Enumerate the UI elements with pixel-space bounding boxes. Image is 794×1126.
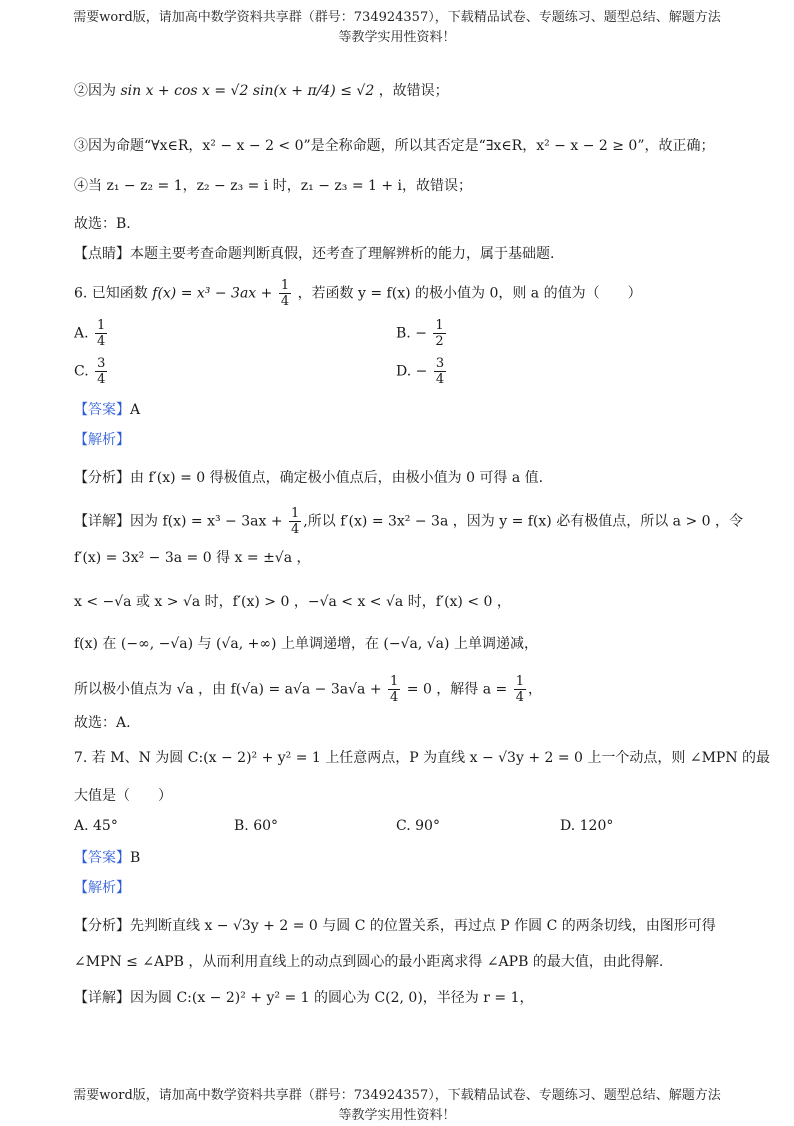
fenxi-text: 先判断直线 x − √3y + 2 = 0 与圆 C 的位置关系，再过点 P 作圆 C 的两条切线，由图形可得 bbox=[130, 918, 716, 934]
header-line-1: 需要word版，请加高中数学资料共享群（群号：734924357），下载精品试卷、专题练习、题型总结、解题方法 bbox=[73, 10, 721, 25]
fraction-denominator: 4 bbox=[390, 690, 399, 705]
detail-text-cont: ,所以 f′(x) = 3x² − 3a ，因为 y = f(x) 必有极值点，所以 a > 0 ，令 bbox=[303, 513, 743, 530]
q7-option-a bbox=[74, 816, 118, 836]
detail-text-cont: = 0 ，解得 a = bbox=[406, 681, 508, 698]
fraction-numerator: 3 bbox=[435, 356, 445, 371]
fraction-denominator: 4 bbox=[280, 294, 290, 309]
comment-tag: 【点睛】 bbox=[74, 246, 130, 262]
answer-value: B bbox=[130, 850, 141, 866]
q5-comment bbox=[74, 244, 554, 264]
detail-text: 因为圆 C:(x − 2)² + y² = 1 的圆心为 C(2, 0)，半径为 r = 1， bbox=[130, 990, 534, 1006]
option-label: D. bbox=[560, 818, 576, 834]
q6-detail-line-5 bbox=[74, 674, 542, 705]
fraction-numerator: 1 bbox=[435, 318, 444, 333]
q6-stem-fraction bbox=[279, 278, 291, 309]
q7-option-d bbox=[560, 816, 613, 836]
q5-item2-expr: sin x + cos x = √2 sin(x + π/4) ≤ √2 bbox=[120, 83, 375, 99]
q5-item-4: ④当 z₁ − z₂ = 1，z₂ − z₃ = i 时，z₁ − z₃ = 1 + i，故错误； bbox=[74, 178, 473, 194]
fraction-denominator: 2 bbox=[435, 334, 444, 349]
footer-line-1: 需要word版，请加高中数学资料共享群（群号：734924357），下载精品试卷、专题练习、题型总结、解题方法 bbox=[73, 1088, 721, 1103]
q6-option-a bbox=[74, 318, 109, 349]
footer-line-2: 等教学实用性资料！ bbox=[338, 1108, 456, 1123]
q6-fenxi bbox=[74, 468, 543, 488]
option-label: B. bbox=[234, 818, 249, 834]
q5-item2-prefix: ②因为 bbox=[74, 83, 116, 99]
q7-option-c bbox=[396, 816, 440, 836]
detail-fraction bbox=[289, 506, 301, 537]
footer-banner bbox=[0, 1086, 794, 1126]
q6-analysis-tag: 【解析】 bbox=[74, 432, 130, 448]
option-label: C. bbox=[396, 818, 411, 834]
fraction-numerator: 3 bbox=[97, 356, 106, 371]
q6-choice: 故选：A. bbox=[74, 715, 131, 731]
fenxi-text: 由 f′(x) = 0 得极值点，确定极小值点后，由极小值为 0 可得 a 值. bbox=[130, 470, 544, 486]
fraction-denominator: 4 bbox=[515, 690, 525, 705]
fraction-numerator: 1 bbox=[390, 674, 399, 689]
option-label: B. bbox=[396, 325, 411, 342]
detail-fraction-result bbox=[514, 674, 526, 705]
q6-stem-suffix: ，若函数 y = f(x) 的极小值为 0，则 a 的值为（ ） bbox=[297, 285, 642, 302]
option-value: 120° bbox=[579, 818, 614, 834]
q7-stem-line-1: 7. 若 M、N 为圆 C:(x − 2)² + y² = 1 上任意两点，P 为直线 x − √3y + 2 = 0 上一个动点，则 ∠MPN 的最 bbox=[74, 750, 771, 766]
fenxi-tag: 【分析】 bbox=[74, 918, 130, 934]
q7-fenxi-line-1 bbox=[74, 916, 716, 936]
q6-detail-line-3: x < −√a 或 x > √a 时，f′(x) > 0 ，−√a < x < √a 时，f′(x) < 0 ， bbox=[74, 594, 511, 610]
q6-stem-func: f(x) = x³ − 3ax + bbox=[152, 285, 273, 302]
option-value: 45° bbox=[93, 818, 118, 834]
option-sign: − bbox=[415, 325, 427, 342]
fraction-numerator: 1 bbox=[97, 318, 106, 333]
fraction-numerator: 1 bbox=[280, 278, 290, 293]
fraction-denominator: 4 bbox=[97, 372, 106, 387]
q6-detail-line-1 bbox=[74, 506, 743, 537]
q7-analysis-tag: 【解析】 bbox=[74, 880, 130, 896]
option-fraction bbox=[95, 356, 107, 387]
q5-item-3: ③因为命题“∀x∈R，x² − x − 2 < 0”是全称命题，所以其否定是“∃x∈R，x² − x − 2 ≥ 0”，故正确； bbox=[74, 138, 715, 154]
fraction-numerator: 1 bbox=[291, 506, 300, 521]
option-fraction bbox=[95, 318, 107, 349]
comment-text: 本题主要考查命题判断真假，还考查了理解辨析的能力，属于基础题. bbox=[130, 246, 555, 262]
q6-stem-prefix: 6. 已知函数 bbox=[74, 285, 148, 302]
q7-detail-line-1 bbox=[74, 988, 533, 1008]
answer-tag: 【答案】 bbox=[74, 402, 130, 418]
detail-fraction bbox=[388, 674, 400, 705]
q5-item-2 bbox=[74, 81, 449, 101]
fraction-denominator: 4 bbox=[291, 522, 300, 537]
q7-option-b bbox=[234, 816, 278, 836]
q6-option-d bbox=[396, 356, 448, 387]
option-value: 90° bbox=[415, 818, 440, 834]
q6-option-b bbox=[396, 318, 448, 349]
header-line-2: 等教学实用性资料！ bbox=[338, 30, 456, 45]
q7-fenxi-line-2: ∠MPN ≤ ∠APB ，从而利用直线上的动点到圆心的最小距离求得 ∠APB 的最大值，由此得解. bbox=[74, 954, 664, 970]
detail-tag: 【详解】 bbox=[74, 990, 130, 1006]
fraction-denominator: 4 bbox=[97, 334, 106, 349]
option-label: A. bbox=[74, 325, 89, 342]
q5-item2-suffix: ，故错误； bbox=[378, 83, 449, 99]
option-label: A. bbox=[74, 818, 89, 834]
q7-stem-line-2: 大值是（ ） bbox=[74, 788, 172, 804]
q6-detail-line-2: f′(x) = 3x² − 3a = 0 得 x = ±√a ， bbox=[74, 550, 311, 566]
fraction-numerator: 1 bbox=[515, 674, 525, 689]
detail-tag: 【详解】 bbox=[74, 513, 130, 530]
option-label: C. bbox=[74, 363, 89, 380]
q5-choice: 故选：B. bbox=[74, 216, 131, 232]
q6-detail-line-4: f(x) 在 (−∞, −√a) 与 (√a, +∞) 上单调递增，在 (−√a, √a) 上单调递减， bbox=[74, 636, 538, 652]
detail-text-end: ， bbox=[528, 681, 543, 698]
option-label: D. bbox=[396, 363, 412, 380]
detail-text: 因为 f(x) = x³ − 3ax + bbox=[130, 513, 283, 530]
header-banner bbox=[0, 8, 794, 48]
answer-value: A bbox=[130, 402, 141, 418]
answer-tag: 【答案】 bbox=[74, 850, 130, 866]
option-fraction bbox=[434, 356, 446, 387]
option-sign: − bbox=[415, 363, 428, 380]
q6-option-c bbox=[74, 356, 109, 387]
option-fraction bbox=[433, 318, 445, 349]
detail-text: 所以极小值点为 √a ，由 f(√a) = a√a − 3a√a + bbox=[74, 681, 382, 698]
fraction-denominator: 4 bbox=[435, 372, 445, 387]
fenxi-tag: 【分析】 bbox=[74, 470, 130, 486]
option-value: 60° bbox=[253, 818, 279, 834]
q6-answer bbox=[74, 400, 140, 420]
q7-answer bbox=[74, 848, 140, 868]
q6-stem bbox=[74, 278, 642, 309]
